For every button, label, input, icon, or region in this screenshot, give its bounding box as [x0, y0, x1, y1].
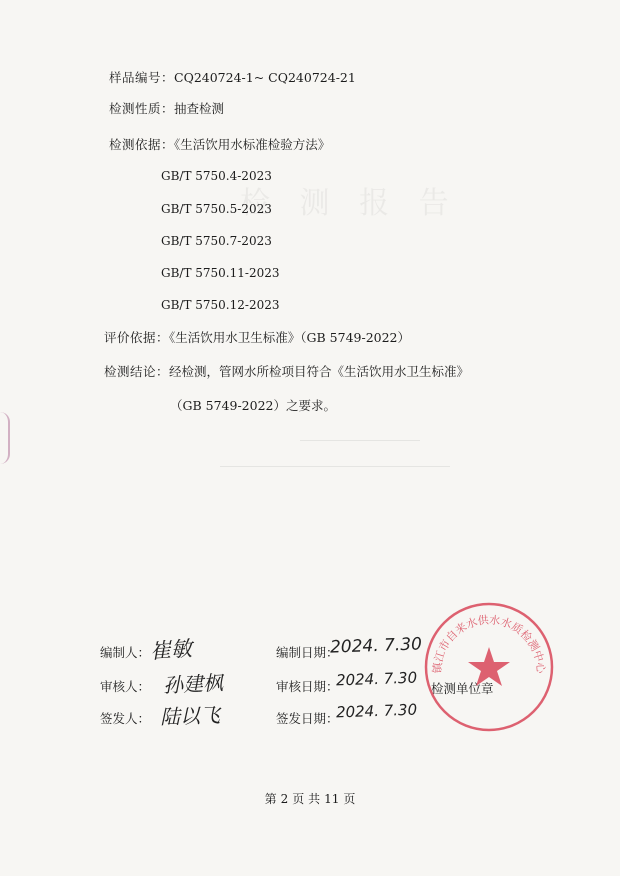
standard-item: GB/T 5750.5-2023: [161, 202, 272, 216]
issuer-date: 2024. 7.30: [335, 700, 418, 722]
sample-number-row: [109, 70, 356, 86]
issuer-date-label: 签发日期：: [276, 711, 339, 726]
official-seal-stamp: [422, 600, 556, 734]
standard-item: GB/T 5750.4-2023: [161, 169, 272, 183]
test-nature-label: 检测性质：: [109, 101, 175, 116]
editor-date: 2024. 7.30: [329, 634, 423, 658]
conclusion-row: [104, 364, 469, 380]
conclusion-text: 经检测，管网水所检项目符合《生活饮用水卫生标准》: [169, 364, 470, 379]
bleed-through-title: 检 测 报 告: [240, 186, 459, 221]
sample-number-label: 样品编号：: [109, 70, 175, 85]
unit-seal-label: 检测单位章: [431, 681, 494, 696]
issuer-signature: 陆以飞: [159, 702, 221, 730]
reviewer-date: 2024. 7.30: [335, 668, 418, 690]
test-basis-label: 检测依据：: [109, 137, 175, 152]
standard-item: GB/T 5750.11-2023: [161, 266, 280, 280]
footer-suffix: 页: [343, 792, 356, 806]
reviewer-signature: 孙建枫: [162, 670, 224, 698]
test-nature-value: 抽查检测: [174, 101, 225, 116]
bleed-through-rule: [300, 440, 420, 441]
test-nature-row: [109, 101, 224, 117]
edge-mark: [0, 412, 10, 464]
test-basis-row: [109, 137, 330, 153]
standard-item: GB/T 5750.12-2023: [161, 298, 280, 312]
editor-label: 编制人：: [100, 645, 151, 660]
editor-date-label: 编制日期：: [276, 645, 339, 660]
evaluation-basis-row: [104, 330, 410, 346]
footer-prefix: 第: [264, 792, 277, 806]
issuer-label: 签发人：: [100, 711, 151, 726]
sample-number-value: CQ240724-1~ CQ240724-21: [174, 70, 356, 85]
current-page-number: 2: [280, 792, 289, 806]
page-footer: [0, 790, 620, 807]
reviewer-label: 审核人：: [100, 679, 151, 694]
editor-signature: 崔敏: [149, 636, 193, 664]
standard-item: GB/T 5750.7-2023: [161, 234, 272, 248]
test-basis-value: 《生活饮用水标准检验方法》: [174, 137, 331, 152]
evaluation-basis-label: 评价依据：: [104, 330, 170, 345]
conclusion-continuation: （GB 5749-2022）之要求。: [170, 398, 336, 413]
total-page-count: 11: [324, 792, 340, 806]
bleed-through-rule: [220, 466, 450, 467]
conclusion-label: 检测结论：: [104, 364, 170, 379]
seal-text: 镇江市自来水供水水质检测中心: [430, 613, 548, 674]
reviewer-date-label: 审核日期：: [276, 679, 339, 694]
footer-of: 页 共: [292, 792, 321, 806]
evaluation-basis-value: 《生活饮用水卫生标准》（GB 5749-2022）: [169, 330, 411, 345]
